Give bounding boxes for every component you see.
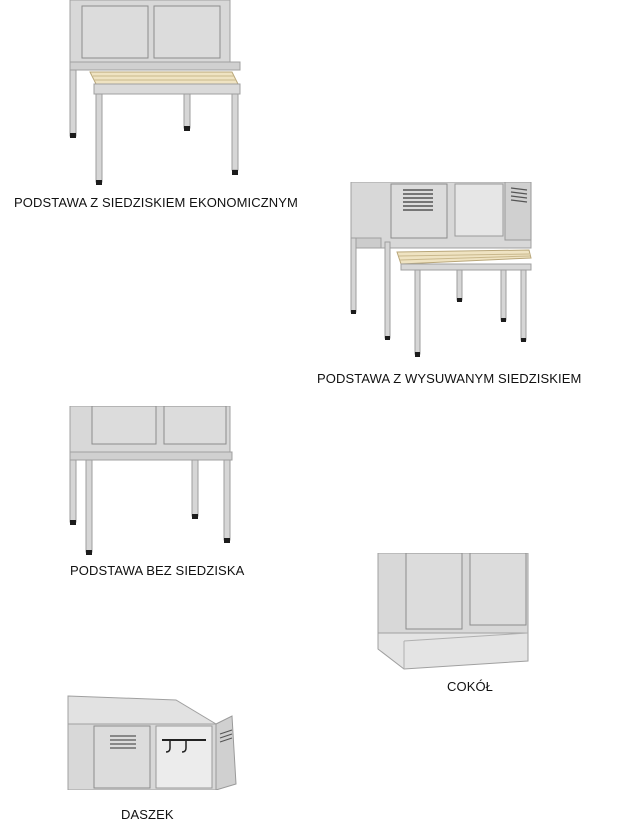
bench-base-no-seat-icon: [66, 406, 238, 558]
product-label: DASZEK: [121, 807, 174, 822]
bench-base-with-seat-icon: [60, 0, 250, 190]
product-label: PODSTAWA Z SIEDZISKIEM EKONOMICZNYM: [14, 195, 298, 210]
plinth-icon: [376, 553, 532, 671]
product-label: PODSTAWA BEZ SIEDZISKA: [70, 563, 245, 578]
product-label: COKÓŁ: [447, 679, 494, 694]
sloped-roof-icon: [66, 694, 242, 790]
bench-base-sliding-seat-icon: [345, 182, 540, 360]
product-label: PODSTAWA Z WYSUWANYM SIEDZISKIEM: [317, 371, 582, 386]
